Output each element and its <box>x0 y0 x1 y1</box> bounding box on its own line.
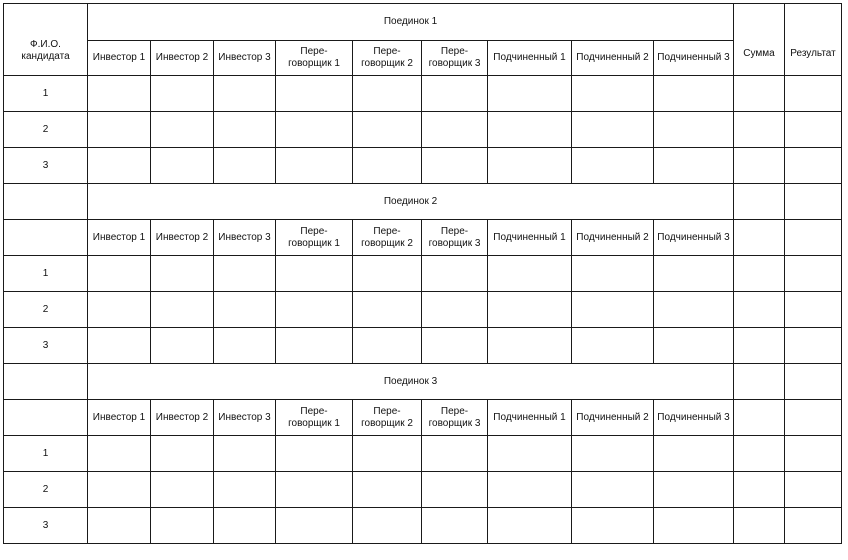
result-cell[interactable] <box>785 76 842 112</box>
score-cell[interactable] <box>353 148 422 184</box>
column-header-line1: Подчиненный 2 <box>576 52 649 63</box>
column-header <box>276 220 353 256</box>
fio-header-line1: Ф.И.О. <box>30 38 61 50</box>
candidate-row <box>4 508 842 544</box>
score-cell[interactable] <box>214 148 276 184</box>
score-cell[interactable] <box>214 76 276 112</box>
candidate-row <box>4 292 842 328</box>
score-cell[interactable] <box>276 148 353 184</box>
sum-cell[interactable] <box>734 76 785 112</box>
column-header-line1: Инвестор 3 <box>218 411 271 423</box>
score-cell[interactable] <box>654 256 734 292</box>
score-cell[interactable] <box>572 112 654 148</box>
column-header <box>654 41 734 76</box>
score-cell[interactable] <box>276 112 353 148</box>
candidate-number: 2 <box>4 292 88 328</box>
score-cell[interactable] <box>488 112 572 148</box>
column-header <box>214 41 276 76</box>
score-cell[interactable] <box>422 256 488 292</box>
sum-cell[interactable] <box>734 328 785 364</box>
column-header-line1: Пере- <box>300 46 328 57</box>
score-cell[interactable] <box>654 148 734 184</box>
column-header-line2: говорщик 2 <box>361 417 413 429</box>
column-header-line1: Инвестор 3 <box>218 231 271 243</box>
score-cell[interactable] <box>488 292 572 328</box>
score-cell[interactable] <box>353 112 422 148</box>
result-cell[interactable] <box>785 220 842 256</box>
score-cell[interactable] <box>214 292 276 328</box>
sum-cell[interactable] <box>734 400 785 436</box>
score-cell[interactable] <box>488 472 572 508</box>
candidate-number: 3 <box>4 148 88 184</box>
empty-cell <box>4 400 88 436</box>
score-cell[interactable] <box>214 112 276 148</box>
column-header <box>488 220 572 256</box>
score-cell[interactable] <box>151 472 214 508</box>
sum-cell[interactable] <box>734 112 785 148</box>
score-cell[interactable] <box>151 76 214 112</box>
score-cell[interactable] <box>572 256 654 292</box>
column-header-line1: Инвестор 2 <box>155 411 209 423</box>
score-cell[interactable] <box>151 436 214 472</box>
duel-title-row <box>4 184 842 220</box>
result-header: Результат <box>785 4 842 76</box>
column-header-line1: Инвестор 2 <box>155 231 209 243</box>
score-cell[interactable] <box>488 436 572 472</box>
score-cell[interactable] <box>353 328 422 364</box>
score-cell[interactable] <box>572 472 654 508</box>
score-cell[interactable] <box>88 292 151 328</box>
score-cell[interactable] <box>88 256 151 292</box>
score-cell[interactable] <box>654 292 734 328</box>
score-cell[interactable] <box>654 76 734 112</box>
score-cell[interactable] <box>88 508 151 544</box>
result-cell[interactable] <box>785 400 842 436</box>
sum-cell[interactable] <box>734 436 785 472</box>
score-cell[interactable] <box>353 508 422 544</box>
sum-cell[interactable] <box>734 508 785 544</box>
column-header-line1: Пере- <box>373 46 401 57</box>
result-cell[interactable] <box>785 508 842 544</box>
score-cell[interactable] <box>151 292 214 328</box>
candidate-row <box>4 148 842 184</box>
score-cell[interactable] <box>353 292 422 328</box>
duel-title: Поединок 2 <box>88 184 734 220</box>
column-header-line1: Инвестор 1 <box>92 411 146 423</box>
candidate-number: 2 <box>4 112 88 148</box>
column-header <box>572 41 654 76</box>
score-cell[interactable] <box>353 472 422 508</box>
column-header-line1: Пере- <box>300 225 328 237</box>
column-header-line1: Инвестор 2 <box>155 52 209 63</box>
score-cell[interactable] <box>214 436 276 472</box>
column-header <box>151 41 214 76</box>
score-cell[interactable] <box>488 508 572 544</box>
fio-header-line2: кандидата <box>21 50 70 62</box>
column-header-line1: Инвестор 1 <box>92 52 146 63</box>
column-header <box>654 220 734 256</box>
score-cell[interactable] <box>654 112 734 148</box>
column-header-line1: Подчиненный 3 <box>657 52 730 63</box>
score-cell[interactable] <box>654 472 734 508</box>
column-header-line1: Пере- <box>440 46 469 57</box>
column-header-line1: Пере- <box>440 405 469 417</box>
column-header <box>151 400 214 436</box>
candidate-number: 1 <box>4 256 88 292</box>
sum-cell[interactable] <box>734 364 785 400</box>
score-cell[interactable] <box>151 328 214 364</box>
column-header <box>88 220 151 256</box>
sum-cell[interactable] <box>734 184 785 220</box>
sum-cell[interactable] <box>734 220 785 256</box>
column-header-line1: Подчиненный 3 <box>657 411 730 423</box>
duel-title-row <box>4 364 842 400</box>
score-cell[interactable] <box>214 256 276 292</box>
candidate-row <box>4 472 842 508</box>
score-cell[interactable] <box>422 112 488 148</box>
score-cell[interactable] <box>488 328 572 364</box>
column-header-line2: говорщик 1 <box>288 58 340 69</box>
column-header-row <box>4 41 842 76</box>
score-cell[interactable] <box>422 508 488 544</box>
column-header <box>572 400 654 436</box>
score-cell[interactable] <box>276 76 353 112</box>
column-header <box>214 220 276 256</box>
column-header-line1: Пере- <box>300 405 328 417</box>
candidate-number: 2 <box>4 472 88 508</box>
column-header-row <box>4 220 842 256</box>
column-header-line2: говорщик 1 <box>288 237 340 249</box>
score-table <box>3 3 842 544</box>
column-header <box>214 400 276 436</box>
column-header-line2: говорщик 2 <box>361 58 413 69</box>
empty-cell <box>4 184 88 220</box>
column-header <box>88 41 151 76</box>
column-header <box>488 41 572 76</box>
score-cell[interactable] <box>151 112 214 148</box>
sum-cell[interactable] <box>734 256 785 292</box>
column-header-line1: Пере- <box>440 225 469 237</box>
result-cell[interactable] <box>785 184 842 220</box>
column-header-line2: говорщик 2 <box>361 237 413 249</box>
result-cell[interactable] <box>785 256 842 292</box>
candidate-number: 3 <box>4 328 88 364</box>
column-header-line1: Подчиненный 1 <box>493 231 566 243</box>
result-cell[interactable] <box>785 292 842 328</box>
score-cell[interactable] <box>214 472 276 508</box>
score-cell[interactable] <box>422 328 488 364</box>
score-cell[interactable] <box>276 436 353 472</box>
candidate-row <box>4 76 842 112</box>
column-header-line1: Подчиненный 1 <box>493 411 566 423</box>
score-cell[interactable] <box>276 508 353 544</box>
score-cell[interactable] <box>276 256 353 292</box>
score-cell[interactable] <box>422 148 488 184</box>
column-header <box>353 220 422 256</box>
score-cell[interactable] <box>572 76 654 112</box>
result-cell[interactable] <box>785 328 842 364</box>
empty-cell <box>4 364 88 400</box>
column-header <box>276 41 353 76</box>
column-header-line1: Подчиненный 3 <box>657 231 730 243</box>
column-header-line2: говорщик 1 <box>288 417 340 429</box>
column-header-line2: говорщик 3 <box>428 58 481 69</box>
column-header <box>572 220 654 256</box>
score-cell[interactable] <box>88 472 151 508</box>
candidate-number: 3 <box>4 508 88 544</box>
score-cell[interactable] <box>572 508 654 544</box>
score-cell[interactable] <box>88 148 151 184</box>
column-header <box>422 41 488 76</box>
column-header <box>654 400 734 436</box>
score-cell[interactable] <box>488 76 572 112</box>
score-cell[interactable] <box>151 508 214 544</box>
candidate-row <box>4 436 842 472</box>
sum-header: Сумма <box>734 4 785 76</box>
column-header <box>353 400 422 436</box>
duel-title-row <box>4 4 842 41</box>
score-cell[interactable] <box>214 508 276 544</box>
result-cell[interactable] <box>785 148 842 184</box>
result-cell[interactable] <box>785 112 842 148</box>
candidate-number: 1 <box>4 76 88 112</box>
column-header-line2: говорщик 3 <box>428 237 481 249</box>
result-cell[interactable] <box>785 472 842 508</box>
score-cell[interactable] <box>654 436 734 472</box>
column-header-line1: Инвестор 3 <box>218 52 271 63</box>
duel-title: Поединок 3 <box>88 364 734 400</box>
score-cell[interactable] <box>572 436 654 472</box>
score-cell[interactable] <box>488 148 572 184</box>
column-header-line1: Подчиненный 2 <box>576 231 649 243</box>
column-header <box>151 220 214 256</box>
score-cell[interactable] <box>422 472 488 508</box>
column-header <box>88 400 151 436</box>
empty-cell <box>4 220 88 256</box>
column-header <box>488 400 572 436</box>
column-header <box>276 400 353 436</box>
score-cell[interactable] <box>422 436 488 472</box>
sum-cell[interactable] <box>734 292 785 328</box>
column-header-row <box>4 400 842 436</box>
score-cell[interactable] <box>88 112 151 148</box>
column-header <box>353 41 422 76</box>
score-cell[interactable] <box>214 328 276 364</box>
column-header <box>422 220 488 256</box>
candidate-row <box>4 256 842 292</box>
column-header-line1: Подчиненный 2 <box>576 411 649 423</box>
candidate-row <box>4 328 842 364</box>
result-cell[interactable] <box>785 436 842 472</box>
score-cell[interactable] <box>572 292 654 328</box>
sum-cell[interactable] <box>734 472 785 508</box>
score-cell[interactable] <box>88 328 151 364</box>
score-cell[interactable] <box>422 292 488 328</box>
score-cell[interactable] <box>276 292 353 328</box>
column-header-line1: Подчиненный 1 <box>493 52 566 63</box>
duel-title: Поединок 1 <box>88 4 734 41</box>
score-cell[interactable] <box>353 436 422 472</box>
score-cell[interactable] <box>422 76 488 112</box>
column-header-line1: Пере- <box>373 405 401 417</box>
candidate-row <box>4 112 842 148</box>
score-cell[interactable] <box>151 256 214 292</box>
score-cell[interactable] <box>654 328 734 364</box>
sum-cell[interactable] <box>734 148 785 184</box>
score-cell[interactable] <box>276 328 353 364</box>
score-cell[interactable] <box>488 256 572 292</box>
column-header-line1: Пере- <box>373 225 401 237</box>
score-cell[interactable] <box>276 472 353 508</box>
result-cell[interactable] <box>785 364 842 400</box>
score-cell[interactable] <box>353 256 422 292</box>
score-cell[interactable] <box>572 328 654 364</box>
candidate-number: 1 <box>4 436 88 472</box>
score-cell[interactable] <box>654 508 734 544</box>
score-cell[interactable] <box>88 436 151 472</box>
fio-header <box>4 4 88 76</box>
column-header-line2: говорщик 3 <box>428 417 481 429</box>
column-header <box>422 400 488 436</box>
score-cell[interactable] <box>151 148 214 184</box>
score-cell[interactable] <box>572 148 654 184</box>
score-cell[interactable] <box>88 76 151 112</box>
score-cell[interactable] <box>353 76 422 112</box>
column-header-line1: Инвестор 1 <box>92 231 146 243</box>
